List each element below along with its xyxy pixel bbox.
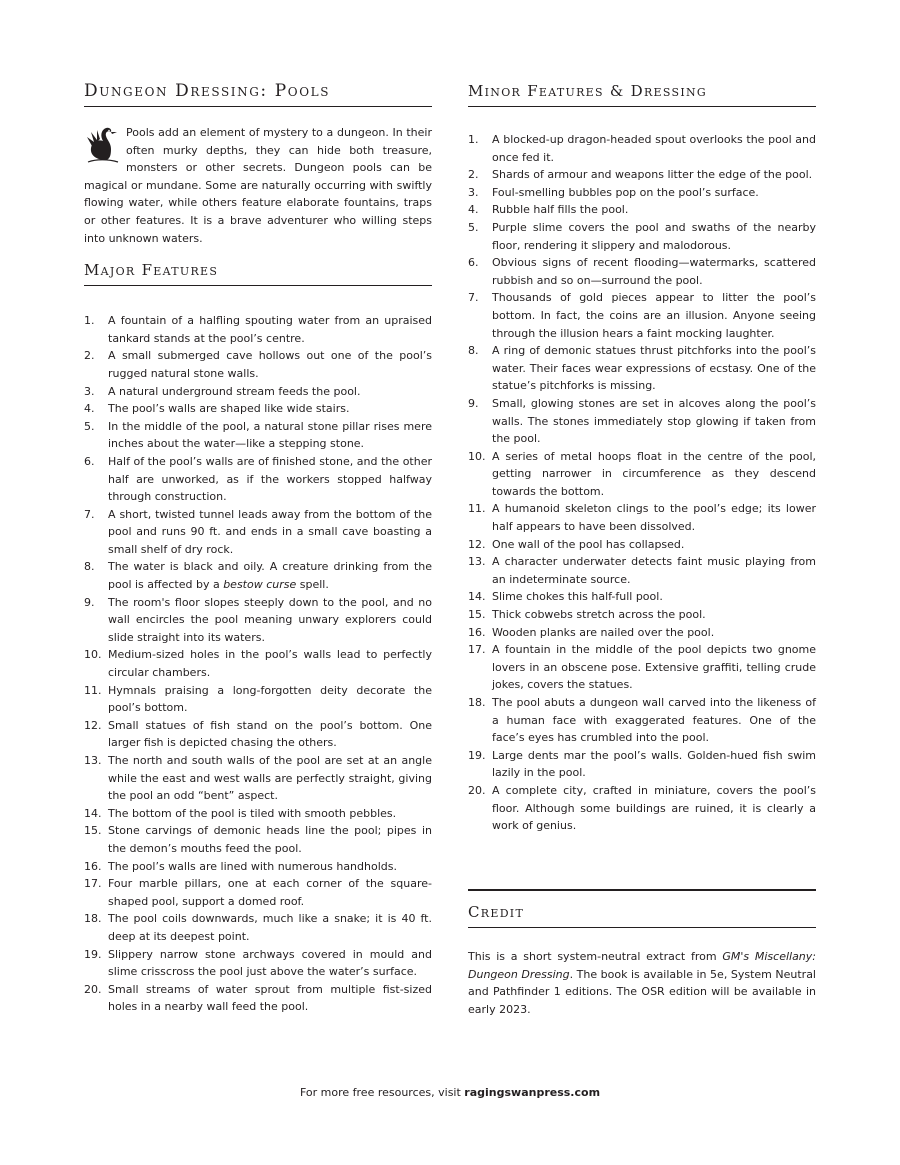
minor-feature-item-text: Rubble half fills the pool. xyxy=(492,203,629,217)
major-feature-item xyxy=(84,646,432,681)
minor-feature-item-number: 3. xyxy=(468,185,479,199)
minor-feature-item-number: 10. xyxy=(468,449,486,463)
minor-feature-item xyxy=(468,588,816,606)
major-feature-item xyxy=(84,594,432,647)
major-feature-item-number: 14. xyxy=(84,806,102,820)
minor-feature-item-number: 15. xyxy=(468,608,486,622)
intro-text: Pools add an element of mystery to a dungeon. In their often murky depths, they can hide both treasure, monsters or other secrets. Dungeon pools can be magical or mundane. Some are naturally occurring with swiftly flowing water, while others feature elaborate fountains, traps or other features. It is a brave adventurer who willing steps into unknown waters. xyxy=(84,126,432,245)
minor-feature-item xyxy=(468,606,816,624)
major-feature-item-number: 13. xyxy=(84,754,102,767)
minor-feature-item-text: A blocked-up dragon-headed spout overlooks the pool and once fed it. xyxy=(492,133,816,164)
right-column xyxy=(468,80,816,835)
minor-feature-item-text: Foul-smelling bubbles pop on the pool’s surface. xyxy=(492,185,759,199)
major-feature-item-text: The pool’s walls are shaped like wide stairs. xyxy=(108,402,350,416)
major-feature-item xyxy=(84,717,432,752)
minor-feature-item xyxy=(468,395,816,448)
minor-feature-item-text: Large dents mar the pool’s walls. Golden-hued fish swim lazily in the pool. xyxy=(492,748,816,780)
footer xyxy=(0,1086,900,1099)
minor-feature-item-text: Thick cobwebs stretch across the pool. xyxy=(492,608,706,622)
credit-text-before: This is a short system-neutral extract from xyxy=(468,950,723,963)
major-feature-item xyxy=(84,506,432,559)
major-feature-item-text: The pool’s walls are lined with numerous handholds. xyxy=(108,859,397,873)
footer-text: For more free resources, visit xyxy=(299,1086,465,1099)
major-feature-item-number: 12. xyxy=(84,718,102,732)
major-feature-item-text: Four marble pillars, one at each corner of the square-shaped pool, support a domed roof. xyxy=(108,877,432,908)
minor-feature-item-text: A complete city, crafted in miniature, covers the pool’s floor. Although some buildings are ruined, it is clearly a work of genius. xyxy=(492,783,816,833)
major-feature-item-number: 2. xyxy=(84,349,95,363)
minor-feature-item xyxy=(468,131,816,166)
minor-feature-item-text: The pool abuts a dungeon wall carved into the likeness of a human face with exaggerated features. One of the face’s eyes has crumbled into the pool. xyxy=(492,696,816,745)
major-feature-item-number: 9. xyxy=(84,595,95,609)
minor-feature-item-number: 12. xyxy=(468,537,486,551)
minor-feature-item-number: 19. xyxy=(468,748,486,762)
major-feature-item xyxy=(84,453,432,506)
major-feature-item xyxy=(84,558,432,593)
credit-heading: Credit xyxy=(468,901,816,928)
minor-feature-item xyxy=(468,536,816,554)
major-feature-item xyxy=(84,400,432,418)
major-feature-item xyxy=(84,858,432,876)
major-feature-item xyxy=(84,910,432,945)
major-feature-item-text: In the middle of the pool, a natural stone pillar rises mere inches about the water—like a stepping stone. xyxy=(108,419,432,451)
minor-feature-item-text: A fountain in the middle of the pool depicts two gnome lovers in an obscene pose. Extensive graffiti, telling crude jokes, covers the statues. xyxy=(492,643,816,692)
major-feature-item xyxy=(84,347,432,382)
major-feature-item-number: 1. xyxy=(84,314,95,328)
major-feature-item-number: 7. xyxy=(84,507,95,521)
major-feature-item-number: 16. xyxy=(84,859,102,873)
major-feature-item-text: Hymnals praising a long-forgotten deity decorate the pool’s bottom. xyxy=(108,683,432,715)
major-features-list xyxy=(84,312,432,1016)
minor-features-list xyxy=(468,131,816,835)
minor-feature-item-number: 7. xyxy=(468,291,479,305)
major-feature-item-text: Small statues of fish stand on the pool’s bottom. One larger fish is depicted chasing the others. xyxy=(108,718,432,750)
major-feature-item xyxy=(84,383,432,401)
minor-feature-item xyxy=(468,201,816,219)
minor-feature-item-text: Small, glowing stones are set in alcoves along the pool’s walls. The stones immediately stop glowing if taken from the pool. xyxy=(492,396,816,446)
minor-feature-item-text: A humanoid skeleton clings to the pool’s edge; its lower half appears to have been dissolved. xyxy=(492,502,816,534)
minor-feature-item-number: 14. xyxy=(468,590,486,604)
major-feature-item-number: 6. xyxy=(84,454,95,468)
page-title: Dungeon Dressing: Pools xyxy=(84,80,432,107)
minor-feature-item-text: Wooden planks are nailed over the pool. xyxy=(492,625,715,639)
minor-feature-item-number: 16. xyxy=(468,625,486,639)
minor-feature-item xyxy=(468,747,816,782)
major-feature-item xyxy=(84,805,432,823)
major-feature-item xyxy=(84,822,432,857)
major-feature-item xyxy=(84,312,432,347)
major-feature-item-emphasis: bestow curse xyxy=(223,578,297,592)
minor-feature-item-number: 2. xyxy=(468,168,479,182)
minor-feature-item xyxy=(468,342,816,395)
credit-text-after: . The book is available in 5e, System Neutral and Pathfinder 1 editions. The OSR edition will be available in early 2023. xyxy=(468,967,816,1016)
major-feature-item-number: 5. xyxy=(84,419,95,433)
minor-feature-item xyxy=(468,184,816,202)
major-feature-item-text: The pool coils downwards, much like a snake; it is 40 ft. deep at its deepest point. xyxy=(108,912,432,943)
major-feature-item-text: The bottom of the pool is tiled with smooth pebbles. xyxy=(108,806,397,820)
minor-feature-item-number: 17. xyxy=(468,643,486,657)
credit-divider xyxy=(468,889,816,891)
credit-section xyxy=(468,889,816,1018)
major-feature-item-text: The north and south walls of the pool are set at an angle while the east and west walls are perfectly straight, giving the pool an odd “bent” aspect. xyxy=(108,754,432,803)
minor-feature-item-number: 5. xyxy=(468,220,479,234)
major-feature-item-number: 4. xyxy=(84,402,95,416)
major-feature-item-text: A short, twisted tunnel leads away from the bottom of the pool and runs 90 ft. and ends in a small cave boasting a small shelf of dry rock. xyxy=(108,507,432,556)
major-feature-item-text: Medium-sized holes in the pool’s walls lead to perfectly circular chambers. xyxy=(108,648,432,680)
minor-feature-item xyxy=(468,694,816,747)
credit-book-title: GM's Miscellany: Dungeon Dressing xyxy=(468,950,816,981)
credit-text xyxy=(468,948,816,1018)
minor-feature-item-text: Thousands of gold pieces appear to litter the pool’s bottom. In fact, the coins are an illusion. Anyone seeing through the illusion hears a faint mocking laughter. xyxy=(492,291,816,340)
major-feature-item-number: 19. xyxy=(84,947,102,961)
major-feature-item-text: A fountain of a halfling spouting water from an upraised tankard stands at the pool’s centre. xyxy=(108,314,432,345)
major-features-heading: Major Features xyxy=(84,259,432,286)
major-feature-item-number: 3. xyxy=(84,384,95,398)
swan-logo-icon xyxy=(84,124,122,166)
intro-paragraph xyxy=(84,124,432,247)
minor-feature-item-text: A ring of demonic statues thrust pitchforks into the pool’s water. Their faces wear expressions of ecstasy. One of the statue’s pitchforks is missing. xyxy=(492,344,816,393)
minor-feature-item-number: 8. xyxy=(468,344,479,358)
minor-feature-item xyxy=(468,782,816,835)
major-feature-item-text: A small submerged cave hollows out one of the pool’s rugged natural stone walls. xyxy=(108,349,432,380)
minor-feature-item xyxy=(468,553,816,588)
minor-feature-item xyxy=(468,624,816,642)
major-feature-item-text: Small streams of water sprout from multiple fist-sized holes in a nearby wall feed the pool. xyxy=(108,982,432,1014)
major-feature-item-number: 11. xyxy=(84,683,102,697)
minor-feature-item-number: 13. xyxy=(468,555,486,569)
minor-feature-item-text: A character underwater detects faint music playing from an indeterminate source. xyxy=(492,555,816,586)
left-column xyxy=(84,80,432,1016)
major-feature-item xyxy=(84,418,432,453)
minor-feature-item xyxy=(468,448,816,501)
footer-link[interactable]: ragingswanpress.com xyxy=(464,1086,601,1099)
minor-feature-item xyxy=(468,641,816,694)
major-feature-item-number: 10. xyxy=(84,648,102,662)
major-feature-item xyxy=(84,682,432,717)
minor-feature-item-number: 11. xyxy=(468,502,486,516)
minor-feature-item-text: One wall of the pool has collapsed. xyxy=(492,537,685,551)
minor-feature-item xyxy=(468,500,816,535)
major-feature-item-number: 18. xyxy=(84,912,102,926)
minor-feature-item xyxy=(468,254,816,289)
minor-feature-item-number: 4. xyxy=(468,203,479,217)
major-feature-item-text-after: spell. xyxy=(296,578,329,592)
minor-feature-item-number: 1. xyxy=(468,133,479,146)
minor-feature-item-text: Obvious signs of recent flooding—watermarks, scattered rubbish and so on—surround the pool. xyxy=(492,256,816,287)
minor-feature-item xyxy=(468,166,816,184)
major-feature-item xyxy=(84,875,432,910)
major-feature-item-text: Slippery narrow stone archways covered in mould and slime crisscross the pool just above the water’s surface. xyxy=(108,947,432,979)
minor-feature-item-number: 9. xyxy=(468,396,479,410)
minor-feature-item-text: A series of metal hoops float in the centre of the pool, getting narrower in circumference as they descend towards the bottom. xyxy=(492,449,816,498)
minor-feature-item xyxy=(468,219,816,254)
minor-feature-item-text: Purple slime covers the pool and swaths of the nearby floor, rendering it slippery and malodorous. xyxy=(492,220,816,252)
minor-feature-item-text: Slime chokes this half-full pool. xyxy=(492,590,663,604)
major-feature-item xyxy=(84,946,432,981)
minor-feature-item-number: 6. xyxy=(468,256,479,270)
minor-feature-item-number: 18. xyxy=(468,696,486,709)
major-feature-item-text: The water is black and oily. A creature drinking from the pool is affected by a xyxy=(108,560,432,592)
major-feature-item-text: A natural underground stream feeds the pool. xyxy=(108,384,361,398)
major-feature-item-text: The room's floor slopes steeply down to the pool, and no wall encircles the pool meaning unwary explorers could slide straight into its waters. xyxy=(108,595,432,644)
major-feature-item xyxy=(84,752,432,805)
minor-features-heading: Minor Features & Dressing xyxy=(468,80,816,107)
major-feature-item-number: 20. xyxy=(84,982,102,996)
major-feature-item-number: 15. xyxy=(84,824,102,838)
minor-feature-item-number: 20. xyxy=(468,783,486,797)
major-feature-item-number: 17. xyxy=(84,877,102,891)
minor-feature-item xyxy=(468,289,816,342)
minor-feature-item-text: Shards of armour and weapons litter the edge of the pool. xyxy=(492,168,813,182)
major-feature-item-number: 8. xyxy=(84,560,95,574)
major-feature-item xyxy=(84,981,432,1016)
major-feature-item-text: Stone carvings of demonic heads line the pool; pipes in the demon’s mouths feed the pool. xyxy=(108,824,432,855)
major-feature-item-text: Half of the pool’s walls are of finished stone, and the other half are unworked, as if the workers stopped halfway through construction. xyxy=(108,454,432,504)
